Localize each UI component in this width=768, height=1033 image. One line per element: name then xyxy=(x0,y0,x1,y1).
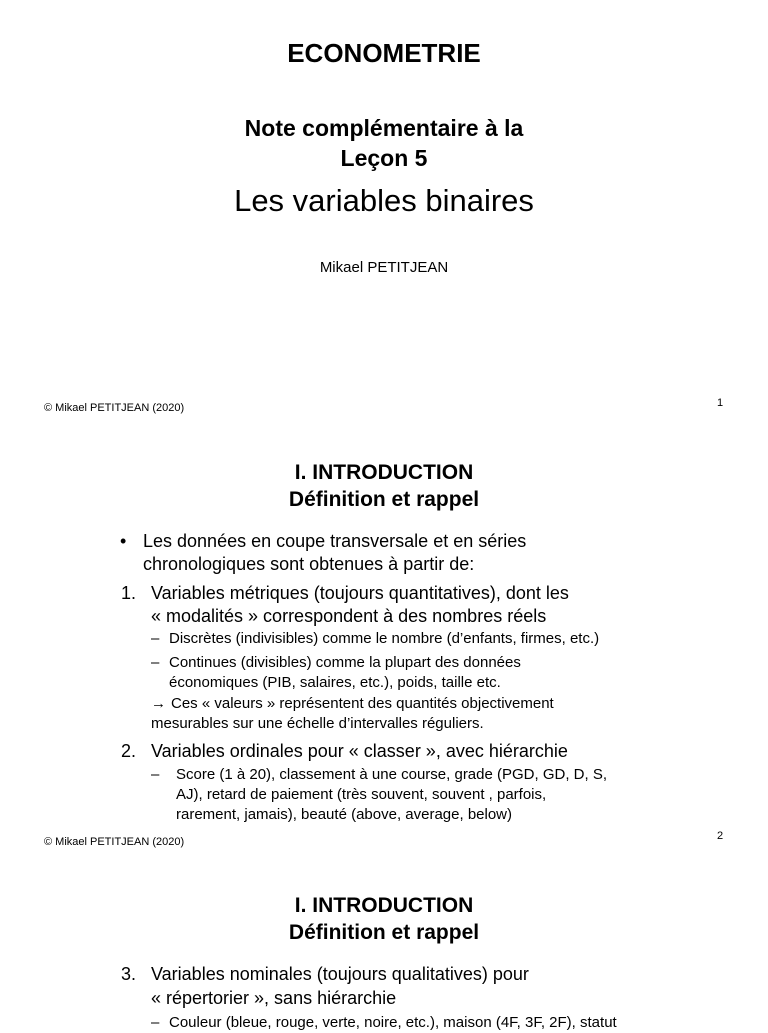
bullet-text-line-2: chronologiques sont obtenues à partir de: xyxy=(143,554,475,574)
sub-item-3-line-3: rarement, jamais), beauté (above, average, below) xyxy=(176,806,513,823)
sub-item-3-line-1: Score (1 à 20), classement à une course, grade (PGD, GD, D, S, xyxy=(176,766,608,783)
list-item-1-line-1: Variables métriques (toujours quantitatives), dont les xyxy=(151,583,569,603)
sub-item-2-line-1: Continues (divisibles) comme la plupart des données xyxy=(169,654,521,671)
sub-item-marker: – xyxy=(151,630,160,647)
slide-subtitle-line-2: Leçon 5 xyxy=(340,145,428,171)
author-name: Mikael PETITJEAN xyxy=(319,259,449,276)
page-number: 1 xyxy=(717,397,724,409)
list-item-3-line-2: « répertorier », sans hiérarchie xyxy=(151,988,397,1008)
bullet-text-line-1: Les données en coupe transversale et en séries xyxy=(143,531,527,551)
slide-subtitle-line-1: Note complémentaire à la xyxy=(244,115,524,141)
sub-item-marker: – xyxy=(151,766,160,783)
note-line-1: Ces « valeurs » représentent des quantités objectivement xyxy=(171,695,554,712)
page-number: 2 xyxy=(717,830,724,842)
list-item-3-line-1: Variables nominales (toujours qualitatives) pour xyxy=(151,964,529,984)
bullet-marker: • xyxy=(120,531,127,551)
slide-footer: © Mikael PETITJEAN (2020) xyxy=(44,402,185,414)
list-number-1: 1. xyxy=(121,583,137,603)
section-subheading: Définition et rappel xyxy=(288,921,480,944)
list-number-2: 2. xyxy=(121,741,137,761)
sub-item-1-text: Discrètes (indivisibles) comme le nombre (d’enfants, firmes, etc.) xyxy=(169,630,600,647)
section-heading: I. INTRODUCTION xyxy=(294,461,474,484)
list-item-2-text: Variables ordinales pour « classer », avec hiérarchie xyxy=(151,741,568,761)
section-subheading: Définition et rappel xyxy=(288,488,480,511)
sub-item-marker: – xyxy=(151,654,160,671)
sub-item-3-line-2: AJ), retard de paiement (très souvent, souvent , parfois, xyxy=(176,786,547,803)
list-item-1-line-2: « modalités » correspondent à des nombres réels xyxy=(151,606,547,626)
note-line-2: mesurables sur une échelle d’intervalles réguliers. xyxy=(151,715,484,732)
section-heading: I. INTRODUCTION xyxy=(294,894,474,917)
sub-item-4-text: Couleur (bleue, rouge, verte, noire, etc.), maison (4F, 3F, 2F), statut xyxy=(169,1014,617,1031)
list-number-3: 3. xyxy=(121,964,137,984)
sub-item-2-line-2: économiques (PIB, salaires, etc.), poids, taille etc. xyxy=(169,674,501,691)
arrow-icon: → xyxy=(151,695,166,712)
sub-item-marker: – xyxy=(151,1014,160,1031)
slide-footer: © Mikael PETITJEAN (2020) xyxy=(44,836,185,848)
slide-topic: Les variables binaires xyxy=(234,183,534,218)
slide-title: ECONOMETRIE xyxy=(287,38,481,68)
